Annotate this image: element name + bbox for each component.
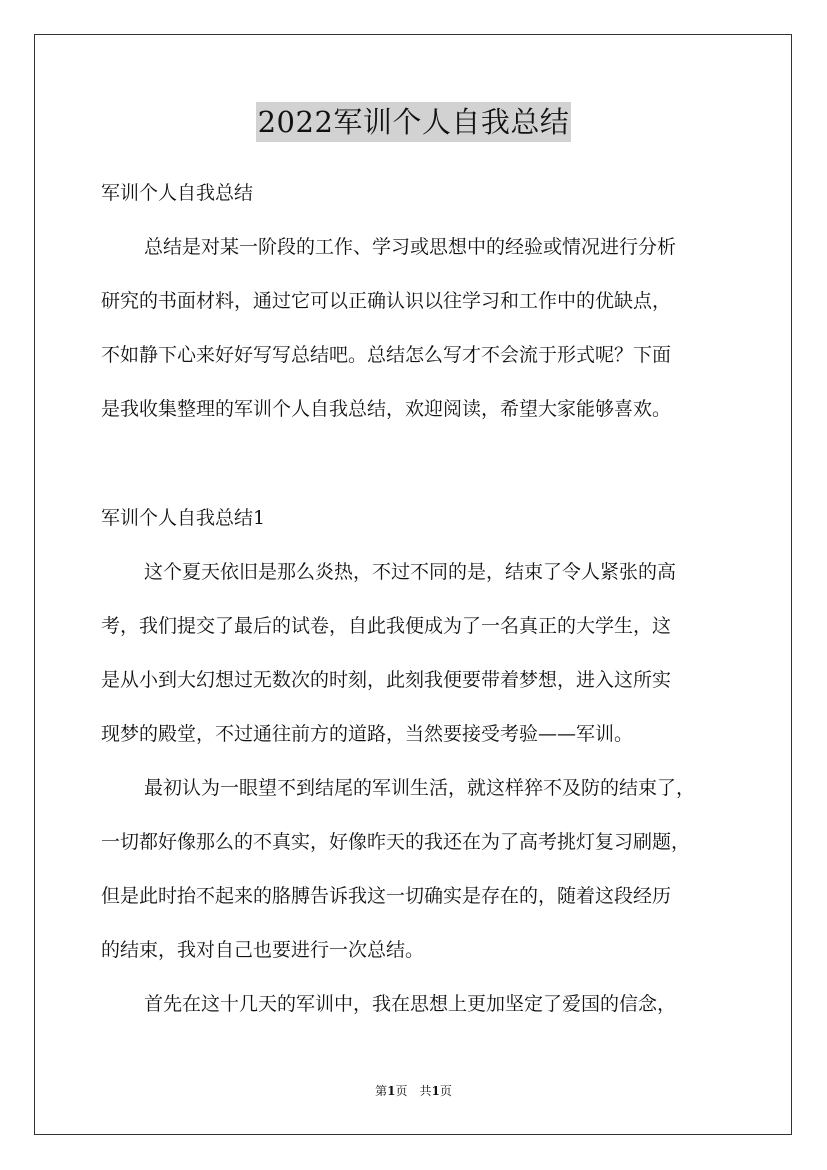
intro-line-1: 总结是对某一阶段的工作、学习或思想中的经验或情况进行分析	[144, 236, 677, 258]
footer-page-total: 1	[431, 1084, 440, 1098]
intro-line-3: 不如静下心来好好写写总结吧。总结怎么写才不会流于形式呢？下面	[101, 344, 672, 366]
intro-line-2: 研究的书面材料，通过它可以正确认识以往学习和工作中的优缺点，	[101, 290, 672, 312]
section1-p1-line-1: 这个夏天依旧是那么炎热，不过不同的是，结束了令人紧张的高	[144, 561, 677, 583]
section1-p1-line-3: 是从小到大幻想过无数次的时刻，此刻我便要带着梦想，进入这所实	[101, 669, 672, 691]
section-heading-main: 军训个人自我总结	[101, 182, 254, 204]
section1-p3-line-1: 首先在这十几天的军训中，我在思想上更加坚定了爱国的信念，	[144, 993, 677, 1015]
title-container	[0, 102, 827, 142]
footer-page-number: 1	[387, 1084, 396, 1098]
footer-suffix: 页	[439, 1084, 452, 1098]
section1-p1-line-2: 考，我们提交了最后的试卷，自此我便成为了一名真正的大学生，这	[101, 615, 672, 637]
section1-p2-line-4: 的结束，我对自己也要进行一次总结。	[101, 939, 425, 961]
footer-mid: 页 共	[395, 1084, 432, 1098]
section1-p1-line-4: 现梦的殿堂，不过通往前方的道路，当然要接受考验——军训。	[101, 723, 634, 745]
intro-line-4: 是我收集整理的军训个人自我总结，欢迎阅读，希望大家能够喜欢。	[101, 398, 672, 420]
section1-p2-line-1: 最初认为一眼望不到结尾的军训生活，就这样猝不及防的结束了，	[144, 777, 696, 799]
section1-p2-line-3: 但是此时抬不起来的胳膊告诉我这一切确实是存在的，随着这段经历	[101, 885, 672, 907]
section1-heading: 军训个人自我总结1	[101, 507, 266, 529]
section1-p2-line-2: 一切都好像那么的不真实，好像昨天的我还在为了高考挑灯复习刷题，	[101, 831, 691, 853]
page-footer	[0, 1083, 827, 1099]
document-title: 2022军训个人自我总结	[256, 102, 572, 142]
footer-prefix: 第	[375, 1084, 388, 1098]
